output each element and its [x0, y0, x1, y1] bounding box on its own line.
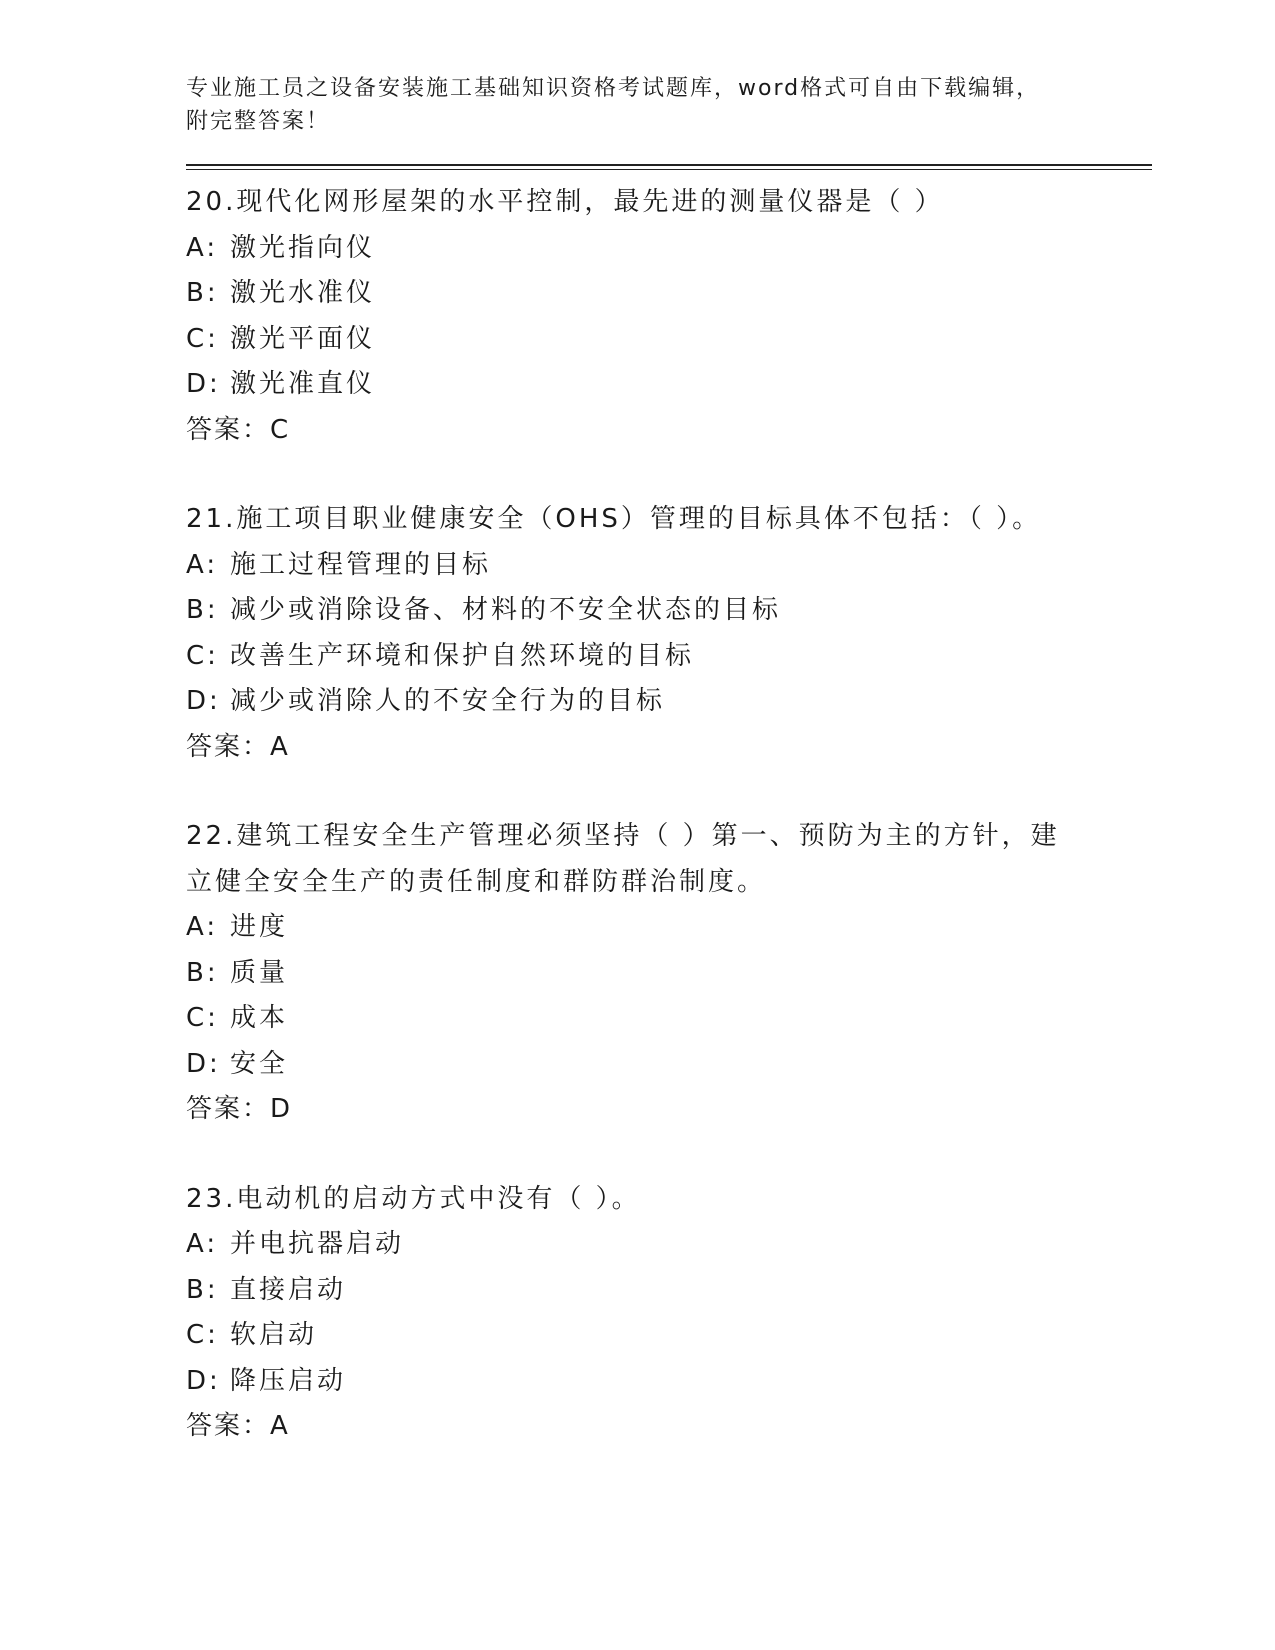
divider-thin — [186, 169, 1152, 170]
option-text: 激光准直仪 — [230, 369, 376, 399]
option-text: 降压启动 — [230, 1365, 347, 1396]
option-text: 激光平面仪 — [230, 323, 376, 354]
option-d — [186, 362, 1152, 408]
option-letter: A: — [186, 232, 219, 263]
option-letter: A: — [186, 1229, 219, 1259]
option-b — [186, 588, 1152, 634]
option-text: 减少或消除人的不安全行为的目标 — [230, 686, 666, 716]
answer-line: 答案：D — [186, 1094, 293, 1124]
option-text: 直接启动 — [230, 1274, 347, 1305]
document-header — [186, 72, 1152, 138]
option-letter: A: — [186, 912, 219, 942]
header-line-1: 专业施工员之设备安装施工基础知识资格考试题库，word格式可自由下载编辑， — [186, 76, 1041, 101]
option-letter: C: — [186, 640, 219, 671]
question-20 — [186, 180, 1152, 453]
option-text: 进度 — [230, 912, 289, 942]
header-line-2: 附完整答案！ — [186, 109, 331, 134]
question-stem: 21.施工项目职业健康安全（OHS）管理的目标具体不包括：（ ）。 — [186, 504, 1042, 534]
question-21 — [186, 497, 1152, 770]
option-text: 激光指向仪 — [230, 232, 376, 263]
option-text: 改善生产环境和保护自然环境的目标 — [230, 640, 695, 671]
option-letter: B: — [186, 1274, 219, 1305]
option-text: 施工过程管理的目标 — [230, 549, 492, 580]
option-a — [186, 226, 1152, 272]
option-letter: C: — [186, 1003, 219, 1033]
option-text: 激光水准仪 — [230, 278, 376, 308]
option-c — [186, 317, 1152, 363]
question-23 — [186, 1177, 1152, 1450]
option-c — [186, 996, 1152, 1042]
option-d — [186, 1359, 1152, 1405]
option-letter: B: — [186, 595, 219, 625]
answer-line: 答案：A — [186, 731, 290, 762]
option-a — [186, 543, 1152, 589]
option-letter: D: — [186, 686, 221, 716]
question-stem-continued: 立健全安全生产的责任制度和群防群治制度。 — [186, 866, 767, 897]
option-letter: D: — [186, 1365, 221, 1396]
option-text: 质量 — [230, 957, 289, 988]
option-letter: A: — [186, 549, 219, 580]
answer-line: 答案：C — [186, 414, 291, 445]
option-letter: D: — [186, 1048, 221, 1079]
option-letter: B: — [186, 278, 219, 308]
question-22 — [186, 814, 1152, 1133]
option-b — [186, 271, 1152, 317]
option-d — [186, 679, 1152, 725]
answer-line: 答案：A — [186, 1411, 290, 1441]
question-stem: 20.现代化网形屋架的水平控制，最先进的测量仪器是（ ） — [186, 187, 944, 217]
option-letter: D: — [186, 369, 221, 399]
document-page — [186, 72, 1152, 1494]
option-a — [186, 905, 1152, 951]
option-letter: C: — [186, 1320, 219, 1350]
option-a — [186, 1222, 1152, 1268]
option-text: 安全 — [230, 1048, 289, 1079]
option-text: 成本 — [230, 1003, 289, 1033]
option-d — [186, 1042, 1152, 1088]
option-text: 软启动 — [230, 1320, 318, 1350]
question-stem: 23.电动机的启动方式中没有（ ）。 — [186, 1183, 641, 1214]
question-stem: 22.建筑工程安全生产管理必须坚持（ ）第一、预防为主的方针，建 — [186, 821, 1060, 851]
header-divider — [186, 164, 1152, 170]
option-b — [186, 951, 1152, 997]
option-text: 并电抗器启动 — [230, 1229, 405, 1259]
option-letter: B: — [186, 957, 219, 988]
option-b — [186, 1268, 1152, 1314]
option-text: 减少或消除设备、材料的不安全状态的目标 — [230, 595, 782, 625]
divider-thick — [186, 164, 1152, 166]
option-c — [186, 1313, 1152, 1359]
option-c — [186, 634, 1152, 680]
option-letter: C: — [186, 323, 219, 354]
